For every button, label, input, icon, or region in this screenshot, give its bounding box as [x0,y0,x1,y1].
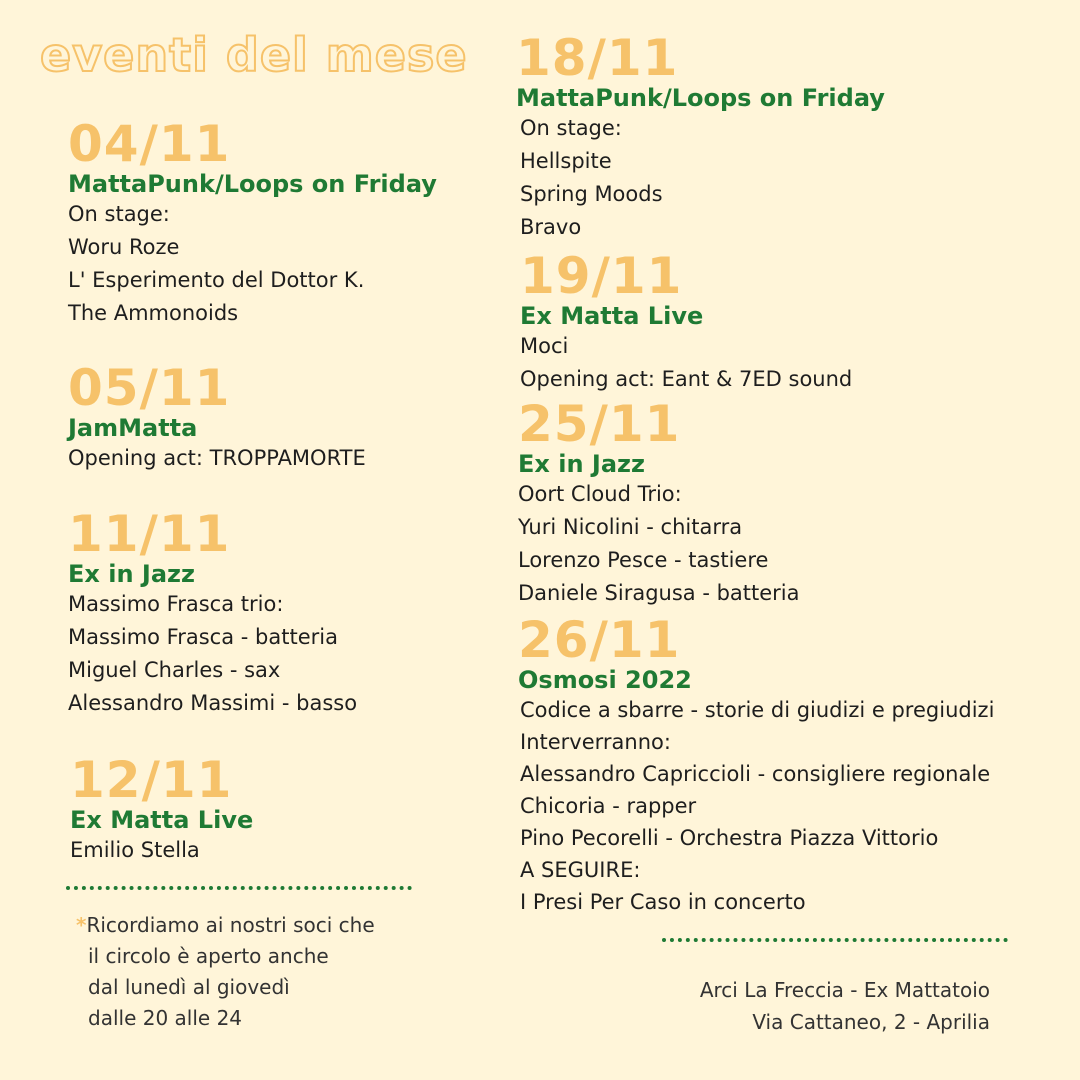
lineup-line: Daniele Siragusa - batteria [518,581,800,605]
lineup-line: Emilio Stella [70,838,200,862]
event-block [68,359,366,475]
lineup-line: Oort Cloud Trio: [518,482,682,506]
page-title: eventi del mese [40,28,468,82]
event-lineup [520,694,994,918]
lineup-line: On stage: [520,116,622,140]
event-date: 19/11 [520,247,683,305]
lineup-line: Moci [520,334,569,358]
venue-address [700,974,990,1038]
lineup-line: Bravo [520,215,582,239]
event-block [518,611,995,918]
note-line: Ricordiamo ai nostri soci che [86,913,375,937]
lineup-line: I Presi Per Caso in concerto [520,890,806,914]
event-lineup [68,588,357,720]
lineup-line: Yuri Nicolini - chitarra [518,515,743,539]
lineup-line: Hellspite [520,149,612,173]
event-name: Ex Matta Live [520,302,704,330]
event-name: JamMatta [68,414,198,442]
lineup-line: Pino Pecorelli - Orchestra Piazza Vittorio [520,826,939,850]
event-date: 26/11 [518,611,681,669]
event-date: 04/11 [68,115,231,173]
lineup-line: Woru Roze [68,235,180,259]
lineup-line: Spring Moods [520,182,663,206]
event-name: MattaPunk/Loops on Friday [516,84,885,112]
opening-hours-note [76,910,375,1034]
event-block [516,29,885,244]
event-block [520,247,853,396]
lineup-line: On stage: [68,202,170,226]
event-date: 11/11 [68,505,231,563]
event-name: Ex in Jazz [518,450,645,478]
event-block [68,115,437,330]
event-lineup [68,198,437,330]
event-lineup [520,330,852,396]
event-name: Ex in Jazz [68,560,195,588]
event-block [68,505,358,720]
lineup-line: The Ammonoids [68,301,239,325]
event-date: 05/11 [68,359,231,417]
lineup-line: Codice a sbarre - storie di giudizi e pregiudizi [520,698,995,722]
event-block [70,751,254,867]
note-line: dalle 20 alle 24 [88,1006,243,1030]
note-line: dal lunedì al giovedì [88,975,290,999]
lineup-line: A SEGUIRE: [520,858,641,882]
event-lineup [68,442,366,475]
lineup-line: Alessandro Massimi - basso [68,691,358,715]
lineup-line: Alessandro Capriccioli - consigliere regionale [520,762,991,786]
dotted-divider [662,938,1008,942]
lineup-line: Interverranno: [520,730,671,754]
event-lineup [520,112,885,244]
lineup-line: Chicoria - rapper [520,794,697,818]
lineup-line: Lorenzo Pesce - tastiere [518,548,769,572]
event-date: 12/11 [70,751,233,809]
address-line: Via Cattaneo, 2 - Aprilia [752,1010,990,1034]
asterisk-mark: * [76,913,87,937]
event-block [518,395,800,610]
event-name: MattaPunk/Loops on Friday [68,170,437,198]
event-name: Osmosi 2022 [518,666,692,694]
address-line: Arci La Freccia - Ex Mattatoio [699,978,990,1002]
event-lineup [70,834,253,867]
note-line: il circolo è aperto anche [88,944,329,968]
lineup-line: Massimo Frasca trio: [68,592,284,616]
lineup-line: Miguel Charles - sax [68,658,281,682]
lineup-line: L' Esperimento del Dottor K. [68,268,365,292]
lineup-line: Massimo Frasca - batteria [68,625,338,649]
event-date: 25/11 [518,395,681,453]
event-name: Ex Matta Live [70,806,254,834]
lineup-line: Opening act: Eant & 7ED sound [520,367,853,391]
event-date: 18/11 [516,29,679,87]
event-lineup [518,478,800,610]
dotted-divider [66,886,412,890]
lineup-line: Opening act: TROPPAMORTE [68,446,366,470]
